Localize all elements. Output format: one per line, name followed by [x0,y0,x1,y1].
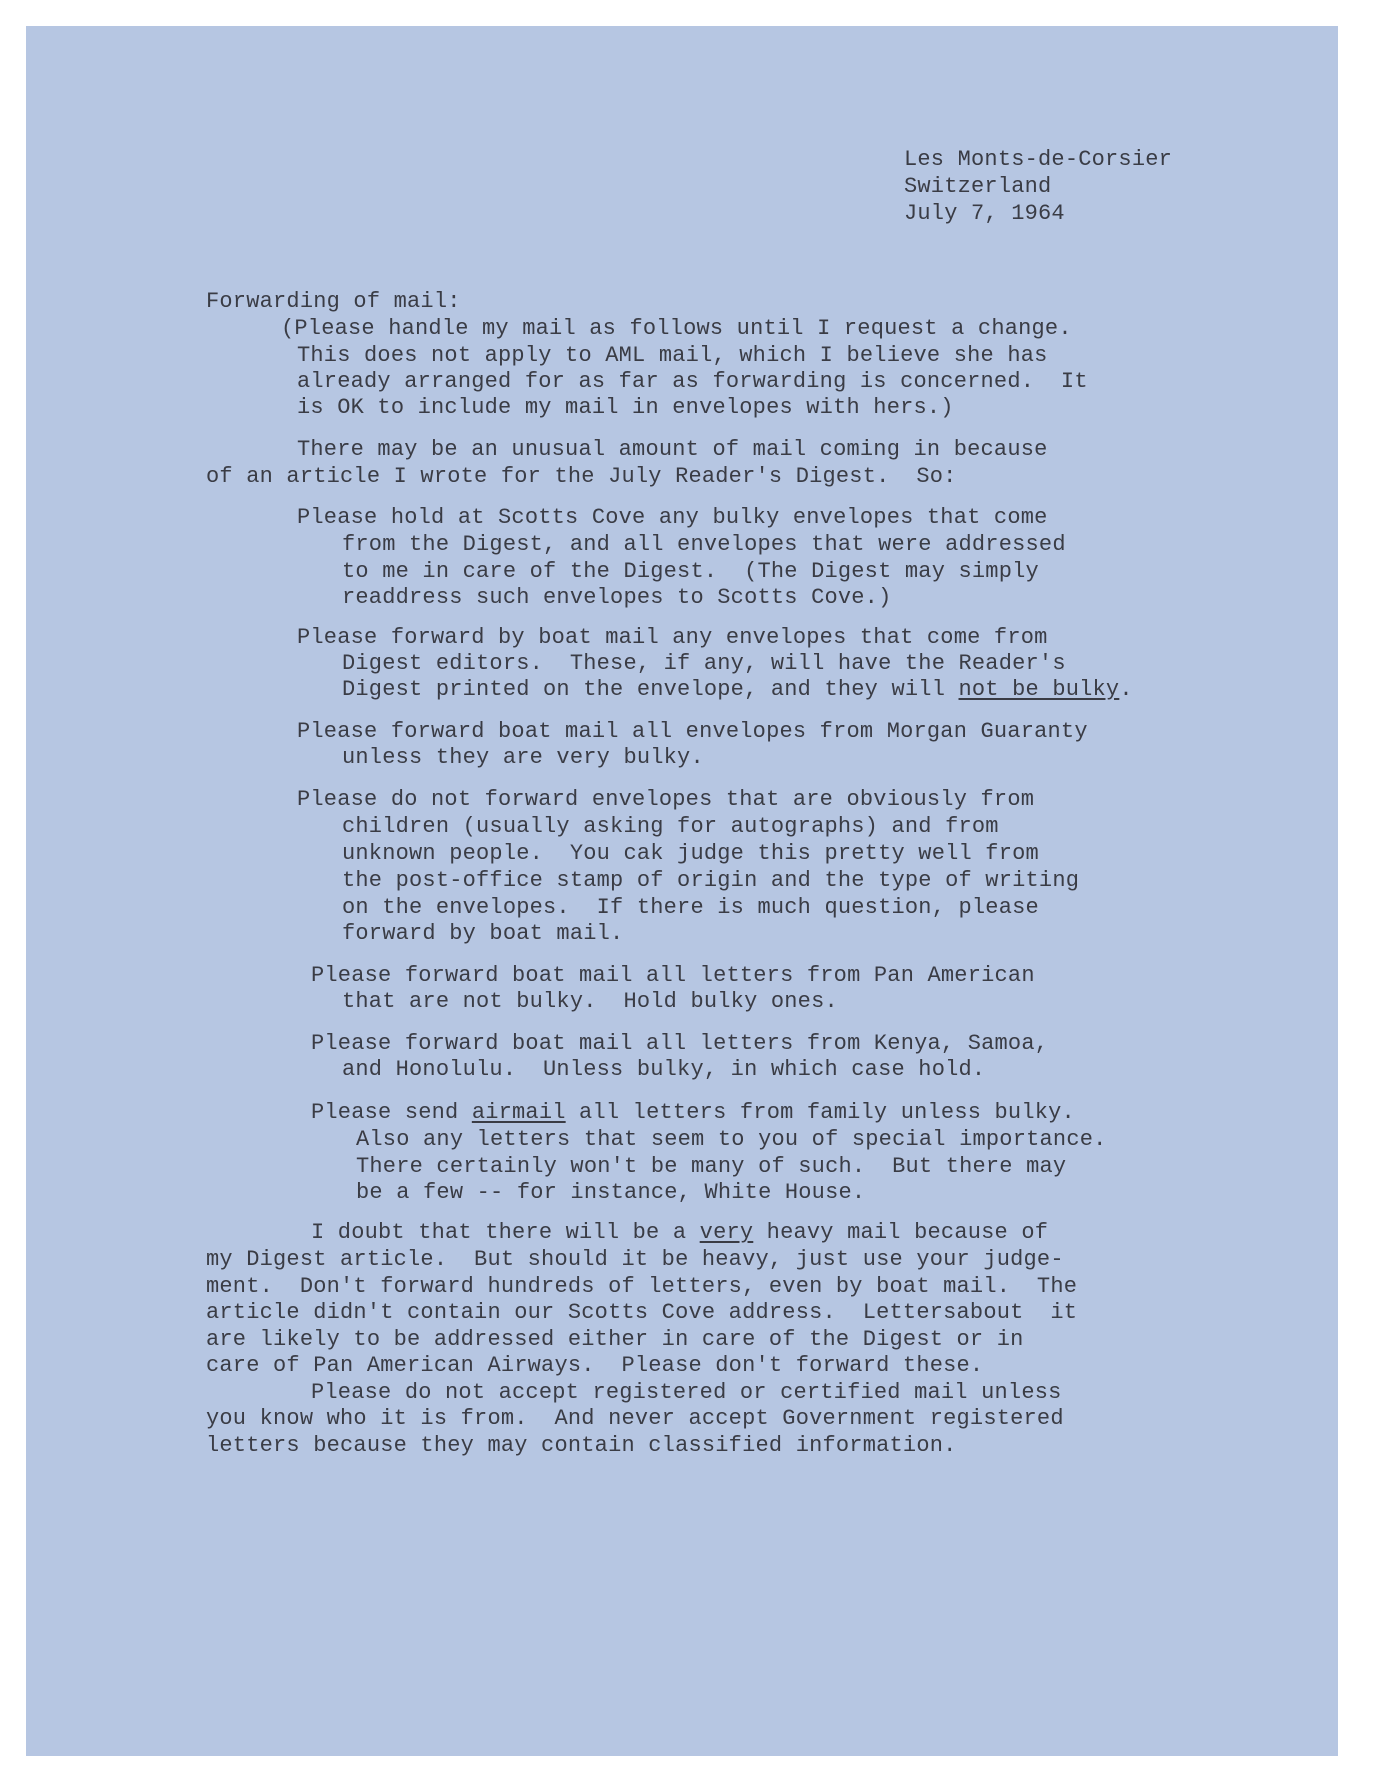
item-kenya-line: Please forward boat mail all letters from Kenya, Samoa, [311,1031,1049,1056]
item-editors-line [342,676,1133,703]
context-line: of an article I wrote for the July Reader's Digest. So: [206,464,957,489]
underlined-phrase: not be bulky [958,677,1120,702]
item-pan-am-line: that are not bulky. Hold bulky ones. [342,989,838,1014]
closing-line: Please do not accept registered or certified mail unless [311,1380,1062,1405]
closing-line: care of Pan American Airways. Please don't forward these. [206,1353,984,1378]
item-children-line: forward by boat mail. [342,921,624,946]
underlined-phrase: very [699,1220,754,1245]
letter-sheet [26,26,1338,1756]
item-family-line: There certainly won't be many of such. But there may [356,1154,1067,1179]
closing-line: ment. Don't forward hundreds of letters, even by boat mail. The [206,1274,1078,1299]
item-children-line: children (usually asking for autographs) and from [342,814,999,839]
item-morgan-line: Please forward boat mail all envelopes from Morgan Guaranty [297,719,1088,744]
item-morgan-line: unless they are very bulky. [342,745,704,770]
closing-line [311,1219,1048,1246]
closing-text: I doubt that there will be a [311,1220,700,1245]
item-family-text: Please send [311,1100,472,1125]
item-hold-line: to me in care of the Digest. (The Digest may simply [342,559,1039,584]
item-children-line: on the envelopes. If there is much question, please [342,895,1039,920]
intro-line: already arranged for as far as forwarding is concerned. It [297,369,1088,394]
closing-line: are likely to be addressed either in care of the Digest or in [206,1327,1024,1352]
intro-line: This does not apply to AML mail, which I believe she has [297,343,1048,368]
item-family-text: all letters from family unless bulky. [565,1100,1075,1125]
closing-line: letters because they may contain classified information. [206,1433,957,1458]
item-editors-text: Digest printed on the envelope, and they will [342,677,959,702]
intro-line: is OK to include my mail in envelopes with hers.) [297,395,954,420]
closing-line: you know who it is from. And never accept Government registered [206,1406,1064,1431]
item-editors-text: . [1119,677,1133,702]
item-editors-line: Digest editors. These, if any, will have the Reader's [342,651,1066,676]
item-family-line: Also any letters that seem to you of special importance. [356,1127,1107,1152]
item-children-line: unknown people. You cak judge this pretty well from [342,841,1039,866]
address-line-1: Les Monts-de-Corsier [904,147,1173,172]
item-kenya-line: and Honolulu. Unless bulky, in which case hold. [342,1057,986,1082]
intro-line: (Please handle my mail as follows until I request a change. [281,316,1072,341]
closing-text: heavy mail because of [753,1220,1049,1245]
item-children-line: the post-office stamp of origin and the type of writing [342,868,1080,893]
item-hold-line: from the Digest, and all envelopes that were addressed [342,532,1066,557]
item-hold-line: Please hold at Scotts Cove any bulky envelopes that come [297,505,1048,530]
item-family-line [311,1099,1075,1126]
item-pan-am-line: Please forward boat mail all letters from Pan American [311,963,1035,988]
closing-line: article didn't contain our Scotts Cove address. Lettersabout it [206,1300,1078,1325]
letter-date: July 7, 1964 [904,201,1065,226]
item-hold-line: readdress such envelopes to Scotts Cove.) [342,585,892,610]
underlined-phrase: airmail [471,1100,566,1125]
item-family-line: be a few -- for instance, White House. [356,1180,866,1205]
item-editors-line: Please forward by boat mail any envelopes that come from [297,625,1048,650]
heading-forwarding: Forwarding of mail: [206,289,461,314]
context-line: There may be an unusual amount of mail coming in because [297,437,1048,462]
address-line-2: Switzerland [904,174,1052,199]
item-children-line: Please do not forward envelopes that are obviously from [297,787,1035,812]
closing-line: my Digest article. But should it be heavy, just use your judge- [206,1247,1064,1272]
